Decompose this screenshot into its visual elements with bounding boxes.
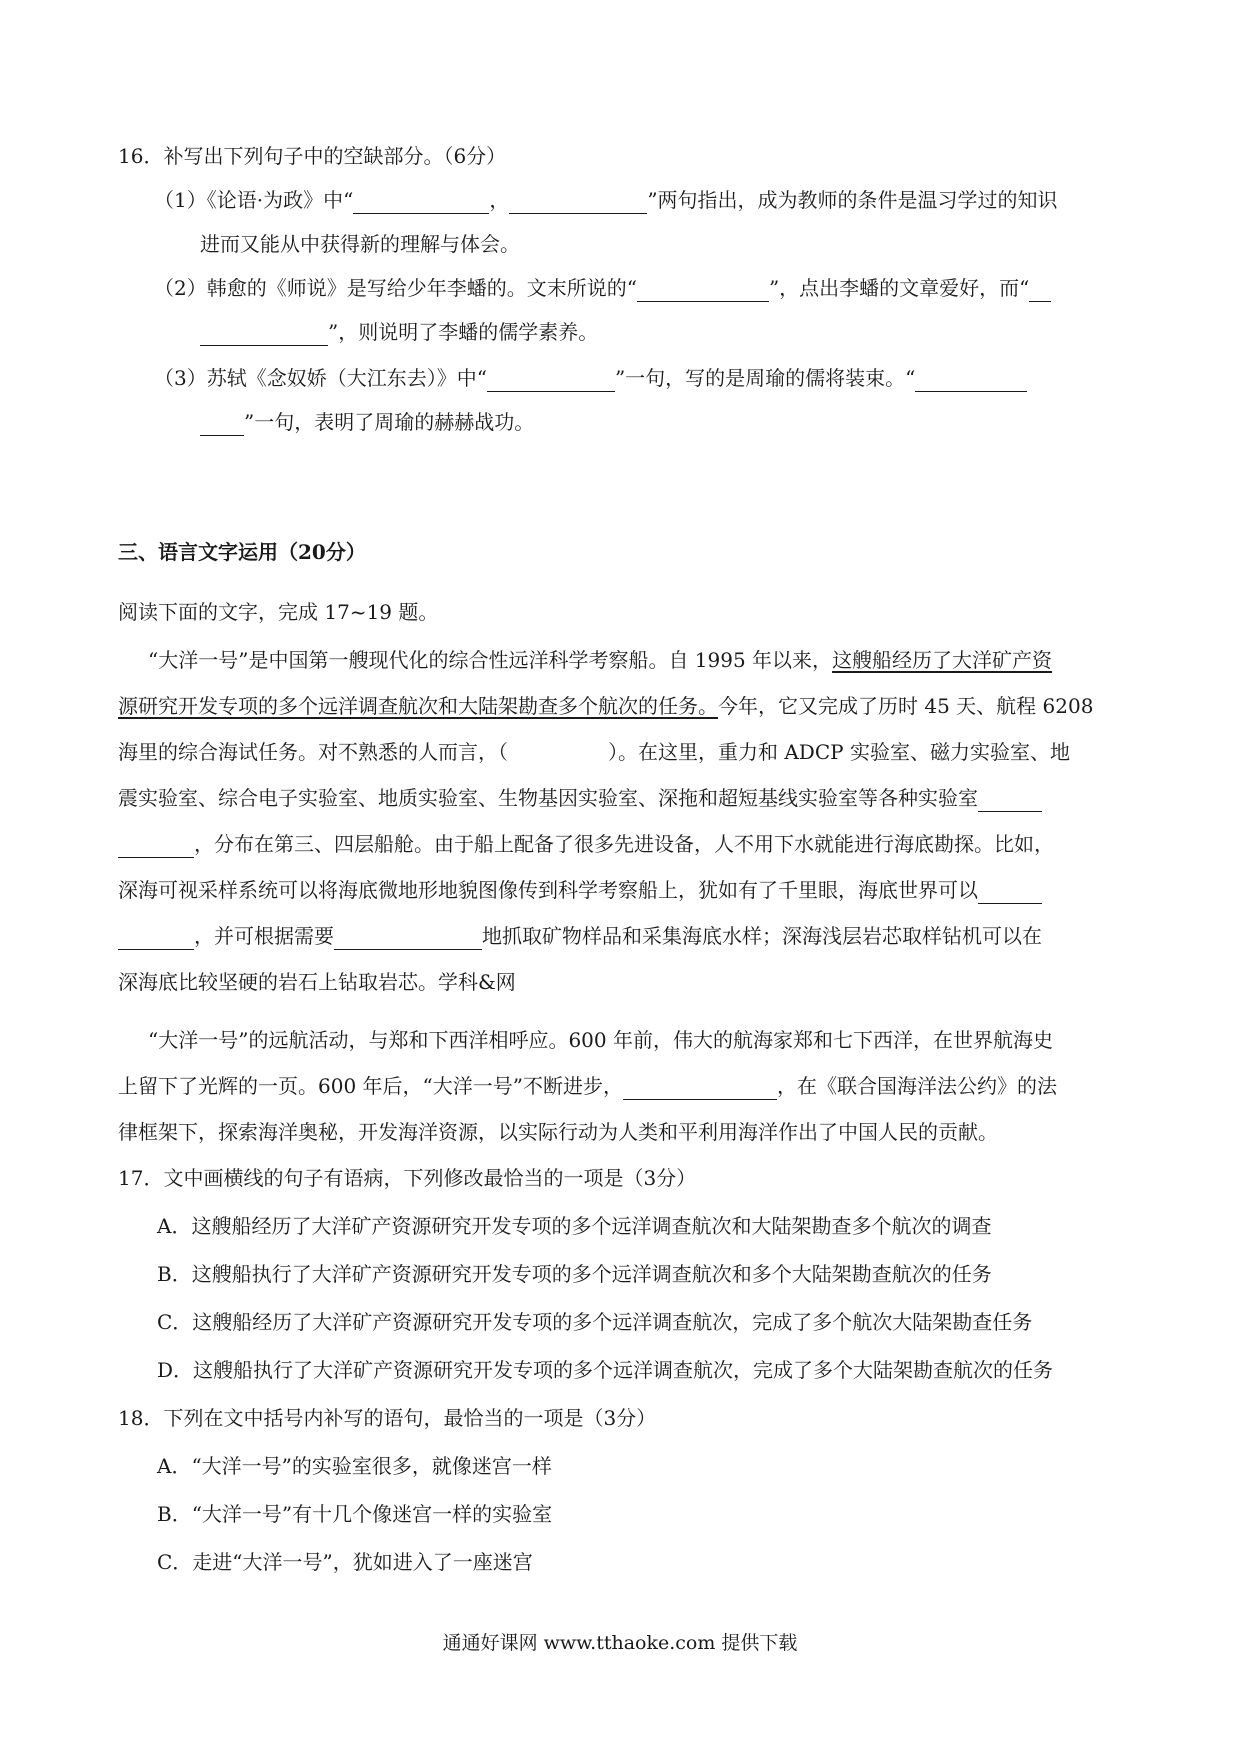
passage-line: “大洋一号”是中国第一艘现代化的综合性远洋科学考察船。自 1995 年以来，这艘船经历了大洋矿产资	[148, 648, 1053, 672]
passage-line: 海里的综合海试任务。对不熟悉的人而言，（ ）。在这里，重力和 ADCP 实验室、磁力实验室、地	[118, 740, 1070, 764]
answer-blank[interactable]	[978, 881, 1042, 904]
section-heading: 三、语言文字运用（20分）	[118, 540, 366, 564]
q16-item-1-line-2: 进而又能从中获得新的理解与体会。	[200, 232, 520, 256]
q16-item-2-line-2: ”，则说明了李蟠的儒学素养。	[200, 318, 598, 346]
answer-blank[interactable]	[334, 927, 482, 950]
q16-title: 16．补写出下列句子中的空缺部分。（6分）	[118, 144, 507, 168]
answer-blank[interactable]	[978, 789, 1042, 812]
q18-option-b[interactable]: B．“大洋一号”有十几个像迷宫一样的实验室	[157, 1502, 553, 1526]
q18-option-a[interactable]: A．“大洋一号”的实验室很多，就像迷宫一样	[157, 1454, 552, 1478]
page-footer: 通通好课网 www.tthaoke.com 提供下载	[442, 1632, 798, 1654]
passage-line: 深海可视采样系统可以将海底微地形地貌图像传到科学考察船上，犹如有了千里眼，海底世界可以	[118, 876, 1042, 904]
passage-line: ，分布在第三、四层船舱。由于船上配备了很多先进设备，人不用下水就能进行海底勘探。比如，	[118, 830, 1054, 858]
q17-title: 17．文中画横线的句子有语病，下列修改最恰当的一项是（3分）	[118, 1166, 697, 1190]
answer-blank[interactable]	[637, 279, 769, 302]
answer-blank[interactable]	[200, 413, 244, 436]
q16-item-1-line-1: （1）《论语·为政》中“ ， ”两句指出，成为教师的条件是温习学过的知识	[154, 188, 1058, 212]
passage-line: 震实验室、综合电子实验室、地质实验室、生物基因实验室、深拖和超短基线实验室等各种实验室	[118, 784, 1042, 812]
q17-option-c[interactable]: C．这艘船经历了大洋矿产资源研究开发专项的多个远洋调查航次，完成了多个航次大陆架勘查任务	[157, 1310, 1033, 1334]
q16-item-2-line-1: （2）韩愈的《师说》是写给少年李蟠的。文末所说的“ ”，点出李蟠的文章爱好，而“	[154, 274, 1051, 302]
passage-line: 源研究开发专项的多个远洋调查航次和大陆架勘查多个航次的任务。今年，它又完成了历时 45 天、航程 6208	[118, 694, 1094, 718]
underlined-sentence: 源研究开发专项的多个远洋调查航次和大陆架勘查多个航次的任务。	[118, 694, 718, 718]
q16-item-3-line-1: （3）苏轼《念奴娇（大江东去）》中“ ”一句，写的是周瑜的儒将装束。“	[154, 364, 1027, 392]
q17-option-a[interactable]: A．这艘船经历了大洋矿产资源研究开发专项的多个远洋调查航次和大陆架勘查多个航次的调查	[157, 1214, 992, 1238]
passage-line: 上留下了光辉的一页。600 年后，“大洋一号”不断进步， ，在《联合国海洋法公约》的法	[118, 1074, 1057, 1098]
answer-blank[interactable]	[200, 323, 328, 346]
answer-blank[interactable]	[118, 835, 194, 858]
answer-blank[interactable]	[353, 191, 489, 214]
passage-line: ，并可根据需要 地抓取矿物样品和采集海底水样；深海浅层岩芯取样钻机可以在	[118, 922, 1042, 950]
q18-option-c[interactable]: C．走进“大洋一号”，犹如进入了一座迷宫	[157, 1550, 533, 1574]
underlined-sentence: 这艘船经历了大洋矿产资	[832, 648, 1053, 672]
answer-blank[interactable]	[487, 369, 615, 392]
answer-blank[interactable]	[915, 369, 1027, 392]
q18-title: 18．下列在文中括号内补写的语句，最恰当的一项是（3分）	[118, 1406, 657, 1430]
passage-line: “大洋一号”的远航活动，与郑和下西洋相呼应。600 年前，伟大的航海家郑和七下西洋，在世界航海史	[148, 1028, 1053, 1052]
answer-blank[interactable]	[509, 191, 647, 214]
passage-line: 律框架下，探索海洋奥秘，开发海洋资源，以实际行动为人类和平利用海洋作出了中国人民的贡献。	[118, 1120, 998, 1144]
q16-item-3-line-2: ”一句，表明了周瑜的赫赫战功。	[200, 408, 534, 436]
answer-blank[interactable]	[623, 1077, 777, 1100]
q17-option-d[interactable]: D．这艘船执行了大洋矿产资源研究开发专项的多个远洋调查航次，完成了多个大陆架勘查航次的任务	[157, 1358, 1054, 1382]
passage-line: 深海底比较坚硬的岩石上钻取岩芯。学科&网	[118, 970, 516, 994]
q17-option-b[interactable]: B．这艘船执行了大洋矿产资源研究开发专项的多个远洋调查航次和多个大陆架勘查航次的任务	[157, 1262, 992, 1286]
answer-blank[interactable]	[1029, 279, 1051, 302]
answer-blank[interactable]	[118, 927, 194, 950]
reading-intro: 阅读下面的文字，完成 17~19 题。	[118, 600, 439, 624]
